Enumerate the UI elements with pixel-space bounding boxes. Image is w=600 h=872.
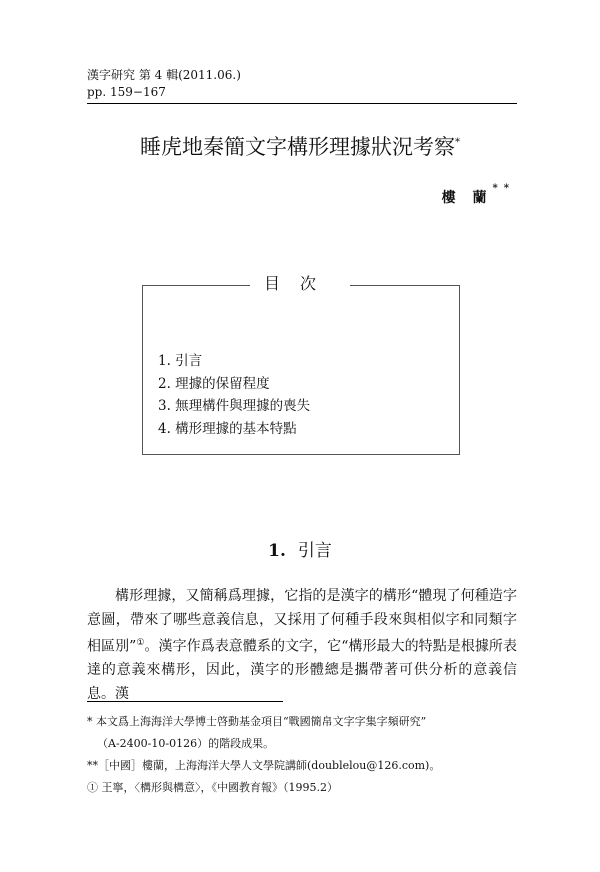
header-rule xyxy=(87,103,517,104)
toc-heading-text: 目次 xyxy=(250,274,350,293)
running-header xyxy=(87,66,517,100)
toc-list xyxy=(158,350,310,440)
author-footnote-mark: ** xyxy=(492,183,515,194)
section-heading xyxy=(0,536,600,561)
toc-heading xyxy=(0,273,600,295)
footnote-funding-continued: （A-2400-10-0126）的階段成果。 xyxy=(97,737,275,750)
footnote-citation: ① 王寧，〈構形與構意〉，《中國教育報》（1995.2） xyxy=(87,781,338,794)
toc-item-loss: 3. 無理構件與理據的喪失 xyxy=(158,398,311,414)
toc-item-features: 4. 構形理據的基本特點 xyxy=(158,420,297,437)
body-text xyxy=(87,585,517,706)
footnotes xyxy=(87,711,527,799)
page-range: pp. 159−167 xyxy=(87,85,166,99)
footnote-funding: * 本文爲上海海洋大學博士啓動基金項目“戰國簡帛文字字集字頻研究” xyxy=(87,715,427,728)
footnote-reference: ① xyxy=(136,638,145,648)
footnote-author: **［中國］樓蘭，上海海洋大學人文學院講師(doublelou@126.com)。 xyxy=(87,759,441,772)
body-paragraph xyxy=(87,585,517,706)
body-text-part2: 。漢字作爲表意體系的文字，它“構形最大的特點是根據所表達的意義來構形，因此，漢字的形體總是攜帶著可供分析的意義信息。漢 xyxy=(87,638,517,702)
paper-title xyxy=(0,133,600,161)
title-footnote-mark: * xyxy=(455,137,460,148)
author-name xyxy=(441,183,515,207)
toc-item-introduction: 1. 引言 xyxy=(158,353,203,369)
footnote-rule xyxy=(87,701,283,702)
toc-item-retention: 2. 理據的保留程度 xyxy=(158,375,270,392)
author-name-text: 樓 蘭 xyxy=(441,190,493,206)
paper-title-text: 睡虎地秦簡文字構形理據狀況考察 xyxy=(140,135,455,159)
body-text-part1: 構形理據，又簡稱爲理據，它指的是漢字的構形“體現了何種造字意圖，帶來了哪些意義信息，又採用了何種手段來與相似字和同類字相區別” xyxy=(87,588,517,655)
journal-citation: 漢字研究 第 4 輯(2011.06.) xyxy=(87,68,241,82)
section-title: 引言 xyxy=(297,541,332,561)
section-number: 1. xyxy=(268,541,286,561)
